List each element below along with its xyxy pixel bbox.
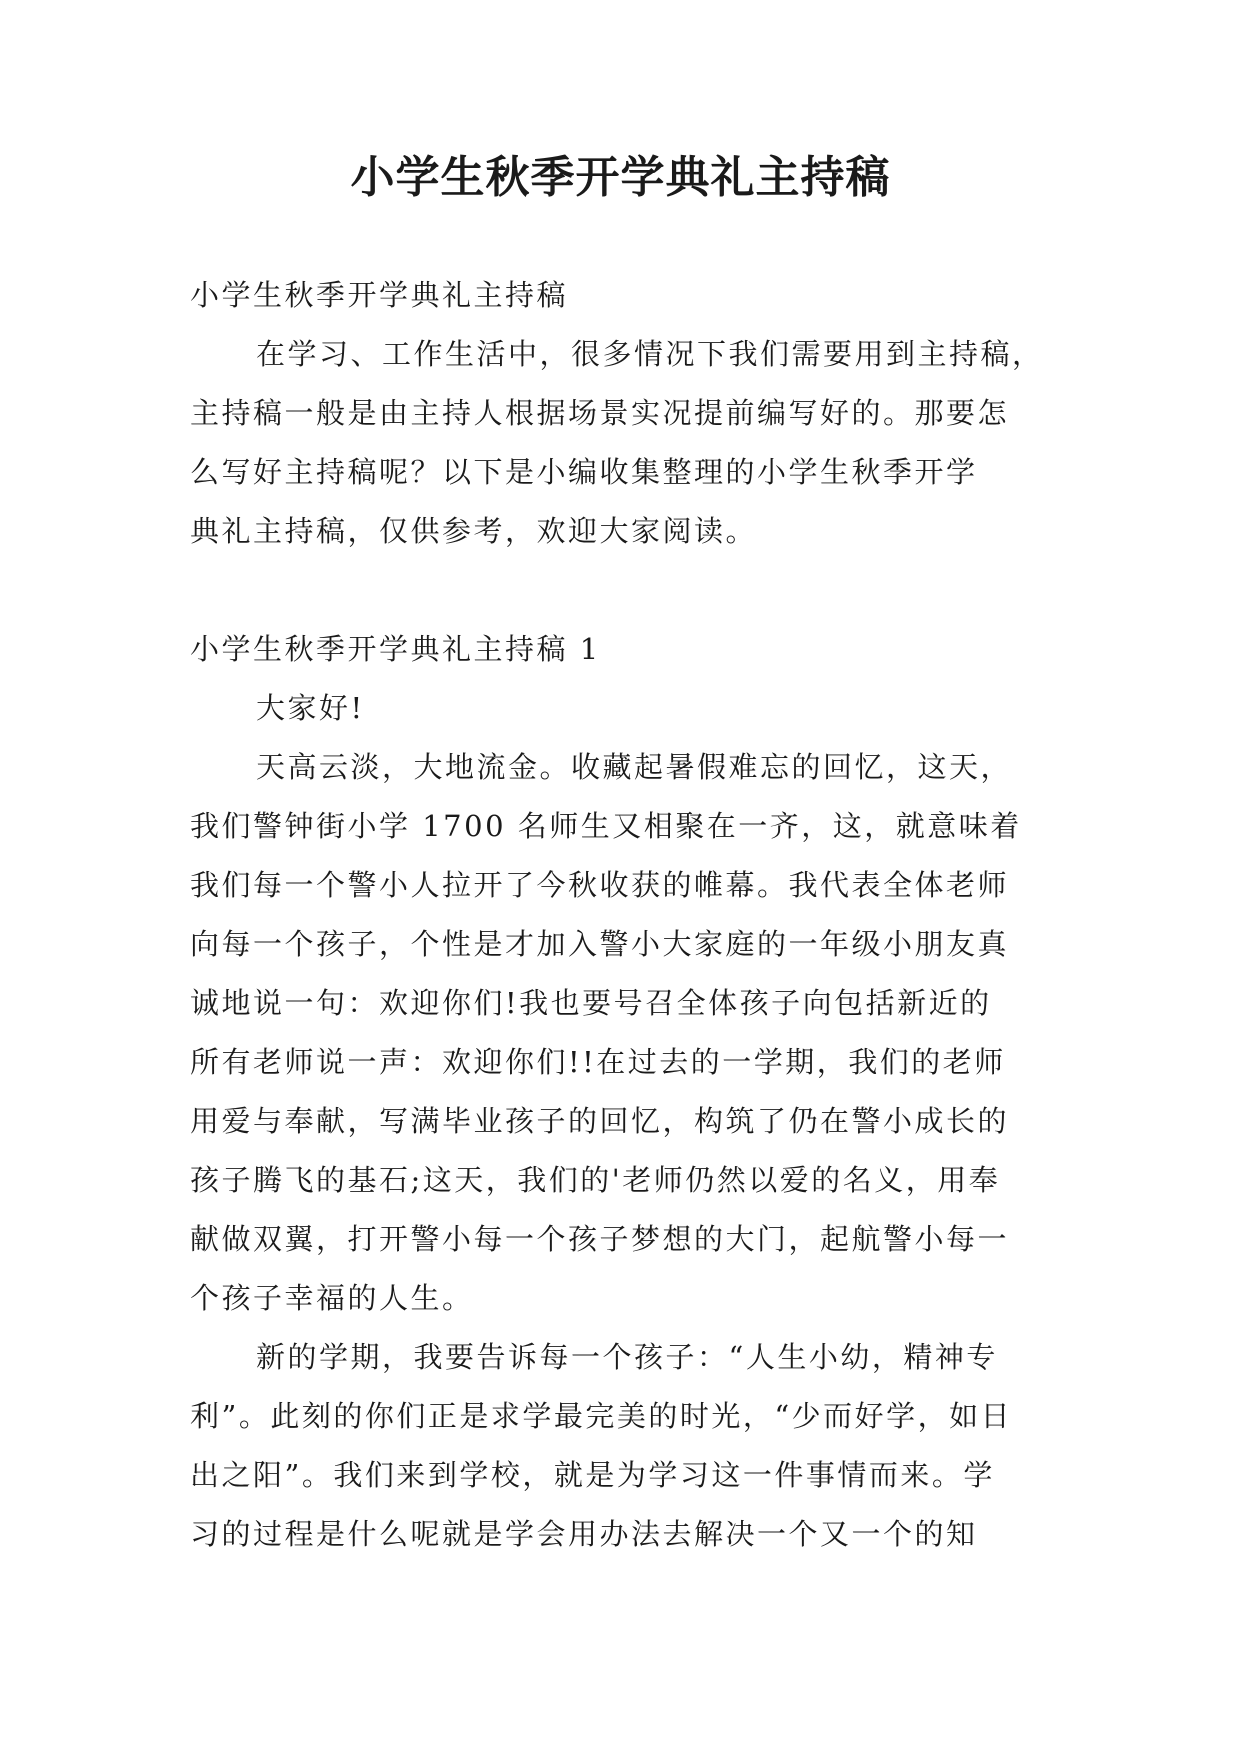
document-body — [190, 266, 1050, 1564]
paragraph-line: 献做双翼，打开警小每一个孩子梦想的大门，起航警小每一 — [190, 1222, 1010, 1256]
paragraph-line: 天高云淡，大地流金。收藏起暑假难忘的回忆，这天， — [256, 750, 1013, 784]
intro-line: 么写好主持稿呢？以下是小编收集整理的小学生秋季开学 — [190, 455, 978, 489]
intro-line: 在学习、工作生活中，很多情况下我们需要用到主持稿， — [256, 337, 1044, 371]
paragraph-line: 我们警钟街小学 1700 名师生又相聚在一齐，这，就意味着 — [190, 809, 1022, 843]
greeting: 大家好! — [256, 691, 365, 725]
paragraph-line: 所有老师说一声：欢迎你们!!在过去的一学期，我们的老师 — [190, 1045, 1006, 1079]
paragraph-line: 向每一个孩子，个性是才加入警小大家庭的一年级小朋友真 — [190, 927, 1010, 961]
document-subtitle: 小学生秋季开学典礼主持稿 — [190, 278, 569, 312]
section-heading: 小学生秋季开学典礼主持稿 1 — [190, 632, 601, 666]
blank-line — [190, 561, 1050, 620]
paragraph-line: 习的过程是什么呢就是学会用办法去解决一个又一个的知 — [190, 1517, 978, 1551]
paragraph-line: 个孩子幸福的人生。 — [190, 1281, 474, 1315]
intro-line: 主持稿一般是由主持人根据场景实况提前编写好的。那要怎 — [190, 396, 1010, 430]
paragraph-line: 我们每一个警小人拉开了今秋收获的帷幕。我代表全体老师 — [190, 868, 1010, 902]
paragraph-line: 利”。此刻的你们正是求学最完美的时光，“少而好学，如日 — [190, 1399, 1013, 1433]
paragraph-line: 诚地说一句：欢迎你们!我也要号召全体孩子向包括新近的 — [190, 986, 992, 1020]
paragraph-line: 孩子腾飞的基石;这天，我们的'老师仍然以爱的名义，用奉 — [190, 1163, 1001, 1197]
document-title: 小学生秋季开学典礼主持稿 — [350, 152, 891, 203]
intro-line: 典礼主持稿，仅供参考，欢迎大家阅读。 — [190, 514, 758, 548]
paragraph-line: 用爱与奉献，写满毕业孩子的回忆，构筑了仍在警小成长的 — [190, 1104, 1010, 1138]
paragraph-line: 出之阳”。我们来到学校，就是为学习这一件事情而来。学 — [190, 1458, 995, 1492]
paragraph-line: 新的学期，我要告诉每一个孩子：“人生小幼，精神专 — [256, 1340, 998, 1374]
